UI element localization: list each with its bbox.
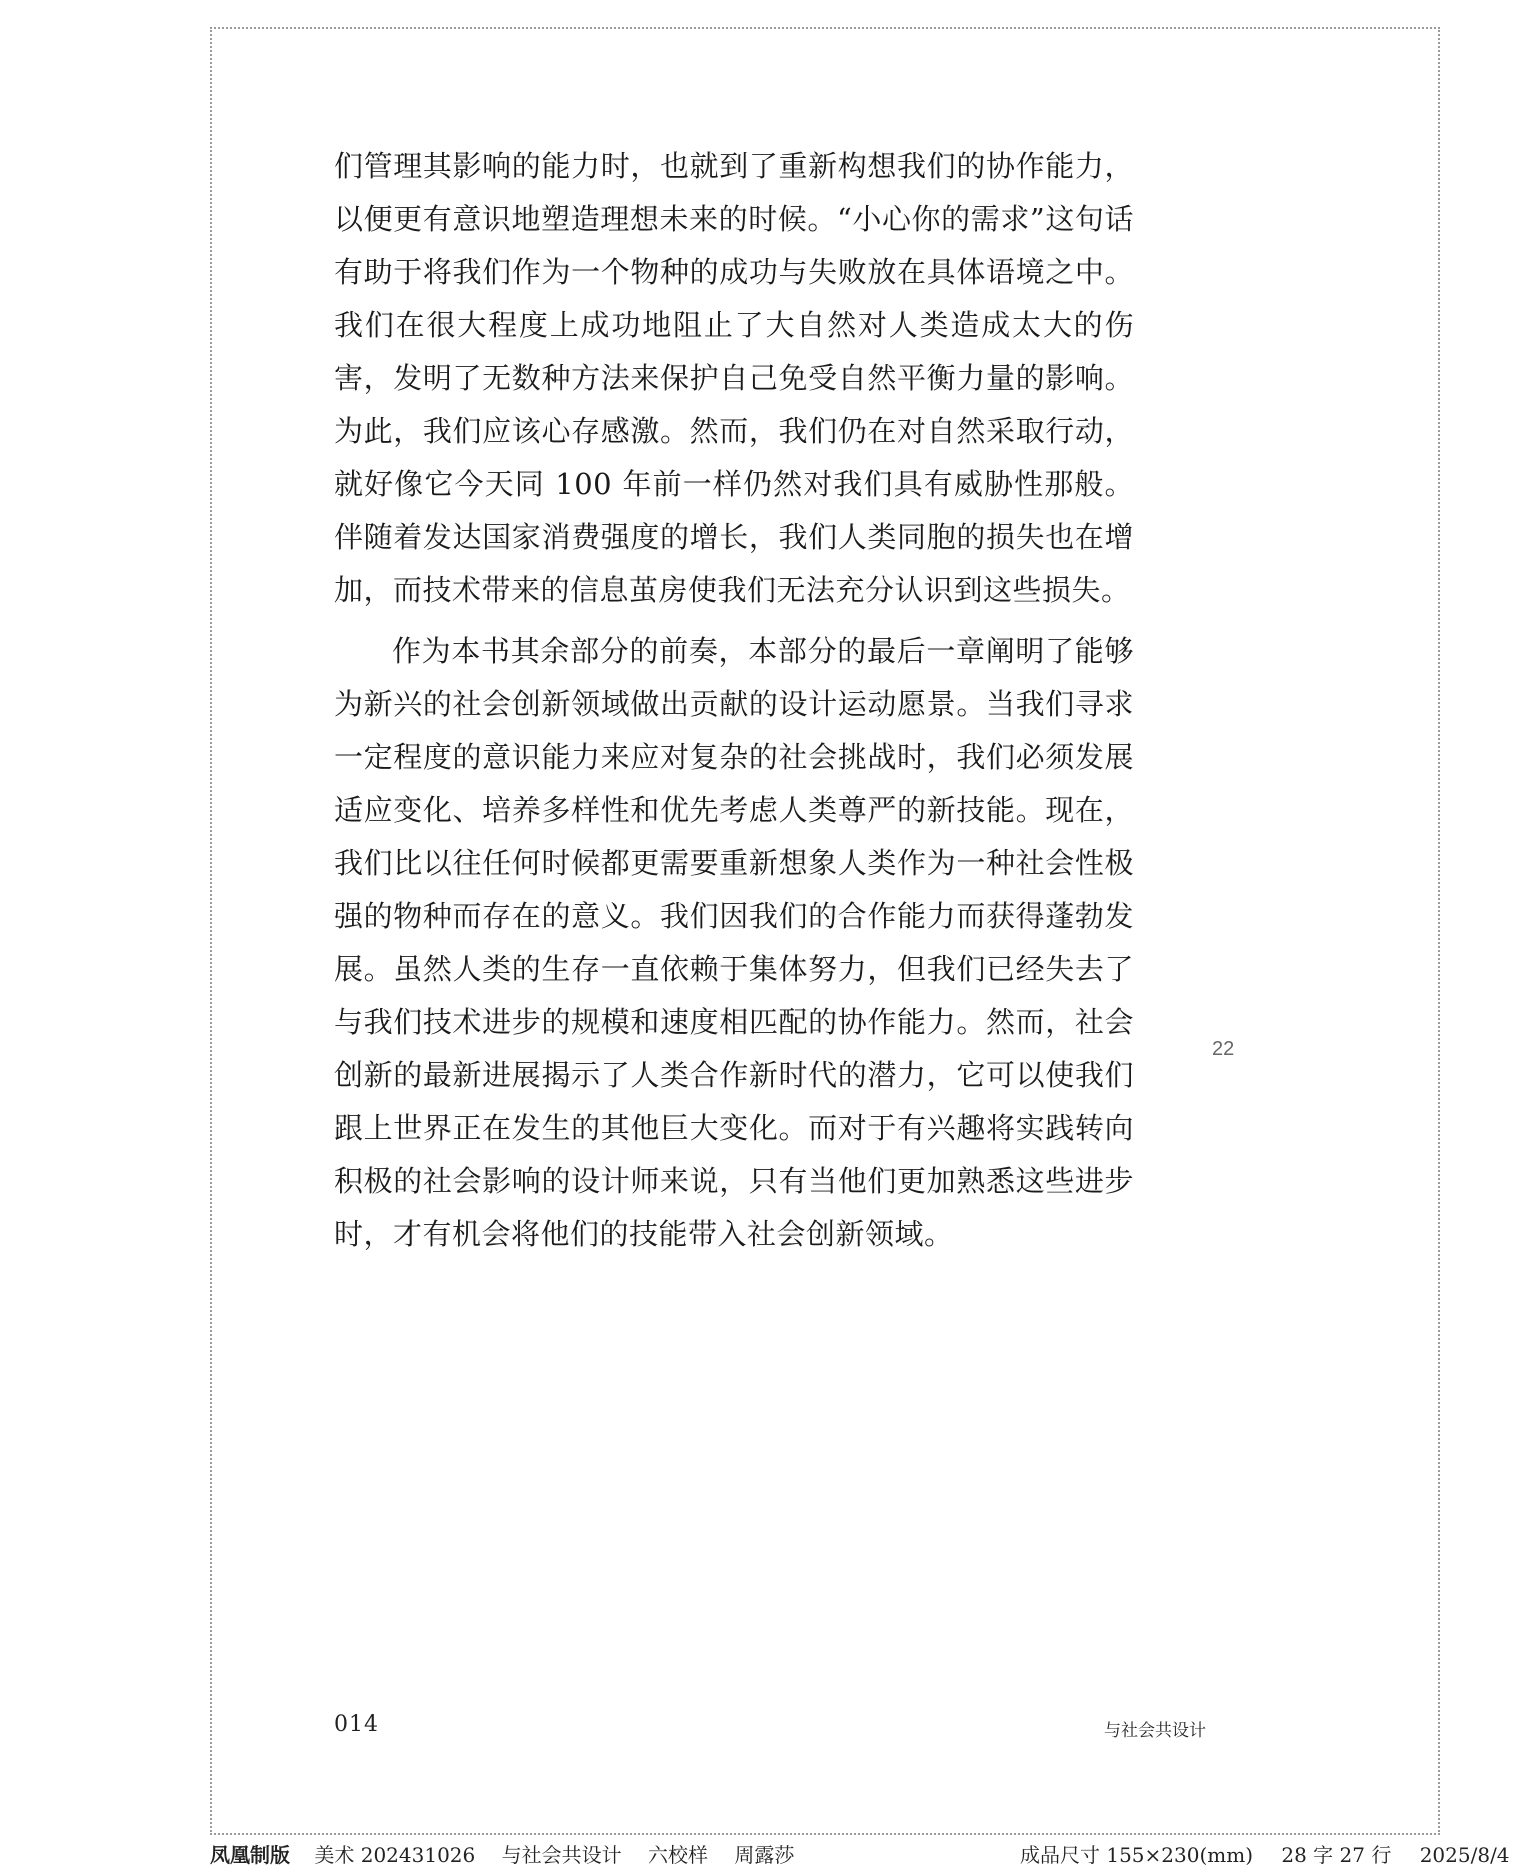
slug-book-title: 与社会共设计 — [501, 1843, 622, 1867]
slug-left — [210, 1839, 814, 1868]
slug-category-code: 美术 202431026 — [314, 1843, 476, 1867]
slug-trim-size: 成品尺寸 155×230(mm) — [1020, 1843, 1253, 1867]
body-text — [334, 140, 1134, 1261]
slug-person: 周露莎 — [734, 1843, 795, 1867]
paragraph-continued: 们管理其影响的能力时，也就到了重新构想我们的协作能力，以便更有意识地塑造理想未来的时候。“小心你的需求”这句话有助于将我们作为一个物种的成功与失败放在具体语境之中。我们在很大程度上成功地阻止了大自然对人类造成太大的伤害，发明了无数种方法来保护自己免受自然平衡力量的影响。为此，我们应该心存感激。然而，我们仍在对自然采取行动，就好像它今天同 100 年前一样仍然对我们具有威胁性那般。伴随着发达国家消费强度的增长，我们人类同胞的损失也在增加，而技术带来的信息茧房使我们无法充分认识到这些损失。 — [334, 149, 1134, 607]
slug-brand: 凤凰制版 — [210, 1843, 290, 1867]
margin-number: 22 — [1212, 1038, 1235, 1060]
slug-right — [1020, 1839, 1532, 1868]
slug-grid: 28 字 27 行 — [1281, 1843, 1392, 1867]
printer-slug-line — [210, 1839, 1510, 1867]
slug-date: 2025/8/4 — [1419, 1843, 1510, 1867]
slug-proof-stage: 六校样 — [647, 1843, 708, 1867]
paragraph: 作为本书其余部分的前奏，本部分的最后一章阐明了能够为新兴的社会创新领域做出贡献的设计运动愿景。当我们寻求一定程度的意识能力来应对复杂的社会挑战时，我们必须发展适应变化、培养多样性和优先考虑人类尊严的新技能。现在，我们比以往任何时候都更需要重新想象人类作为一种社会性极强的物种而存在的意义。我们因我们的合作能力而获得蓬勃发展。虽然人类的生存一直依赖于集体努力，但我们已经失去了与我们技术进步的规模和速度相匹配的协作能力。然而，社会创新的最新进展揭示了人类合作新时代的潜力，它可以使我们跟上世界正在发生的其他巨大变化。而对于有兴趣将实践转向积极的社会影响的设计师来说，只有当他们更加熟悉这些进步时，才有机会将他们的技能带入社会创新领域。 — [334, 634, 1134, 1251]
running-title: 与社会共设计 — [1104, 1721, 1206, 1741]
page-number: 014 — [334, 1712, 379, 1737]
